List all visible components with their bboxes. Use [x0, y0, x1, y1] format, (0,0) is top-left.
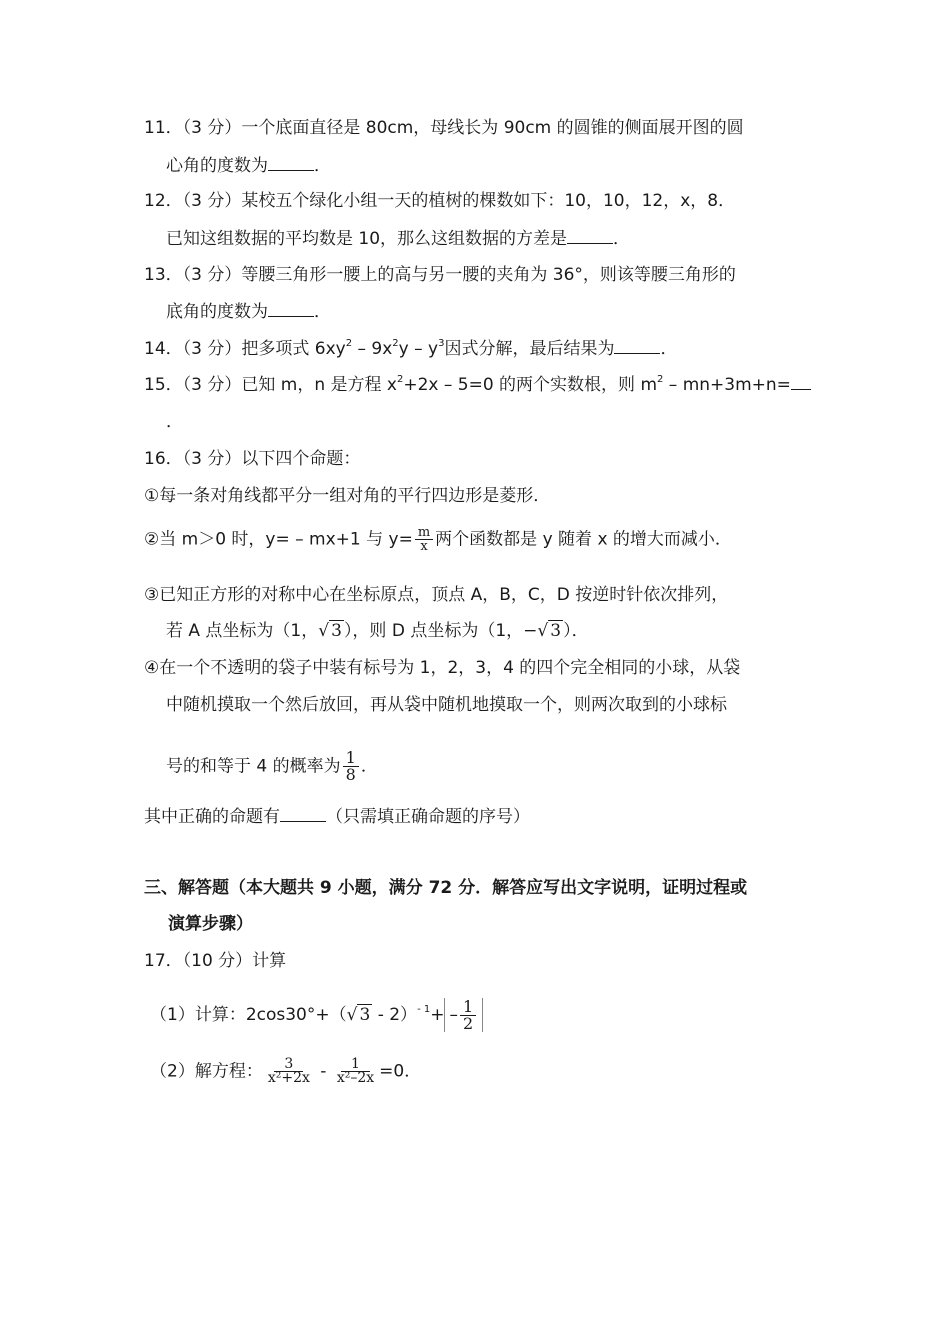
q15-post: – mn+3m+n=	[663, 375, 791, 395]
fraction-denominator: 8	[345, 765, 356, 784]
q16-p3-text-c: ）．	[563, 621, 589, 641]
sqrt-three-a: √ 3	[318, 621, 342, 641]
q12-answer-blank	[567, 227, 613, 244]
fraction-numerator: 1	[343, 750, 359, 767]
q16-p3-text-b: ），则 D 点坐标为（1，	[343, 621, 524, 641]
q13-answer-blank	[268, 300, 314, 317]
one-half-fraction	[460, 996, 476, 1033]
q16-proposition-4-line1: ④在一个不透明的袋子中装有标号为 1，2，3，4 的四个完全相同的小球，从袋	[144, 658, 741, 678]
q16-p3-text-a: 若 A 点坐标为（1，	[166, 621, 319, 641]
q16-p2-text: ②当 m＞0 时，y= – mx+1 与 y=	[144, 529, 413, 550]
q11-line1: 11．（3 分）一个底面直径是 80cm，母线长为 90cm 的圆锥的侧面展开图的圆	[144, 118, 744, 138]
q15-text: 15．（3 分）已知 m，n 是方程 x	[144, 375, 397, 395]
q11-end: ．	[314, 156, 331, 176]
q15-exp2: 2	[657, 374, 664, 385]
q14-post: 因式分解，最后结果为	[444, 339, 615, 359]
fraction-denominator: x²+2x	[267, 1070, 310, 1086]
q16-proposition-1: ①每一条对角线都平分一组对角的平行四边形是菱形．	[144, 486, 551, 506]
q11-line2	[166, 154, 331, 178]
q17-p1-text: （1）计算：2cos30°+（	[150, 1005, 347, 1025]
q13-line2	[166, 300, 331, 324]
q15-exp1: 2	[396, 374, 404, 385]
q15-line1	[144, 373, 811, 397]
q16-p4-text: 号的和等于 4 的概率为	[166, 756, 341, 777]
sqrt-radicand: 3	[359, 1005, 371, 1025]
q17-part-2	[150, 1058, 421, 1085]
fraction-1-over-x2-minus-2x	[334, 1058, 377, 1085]
q17-p1-exponent: - 1	[417, 1004, 431, 1015]
q12-text: 已知这组数据的平均数是 10，那么这组数据的方差是	[166, 229, 568, 249]
q11-answer-blank	[268, 154, 314, 171]
q13-end: ．	[314, 302, 331, 322]
fraction-denominator: x	[420, 539, 428, 554]
fraction-denominator: x²–2x	[336, 1070, 375, 1086]
q16-proposition-4-line2: 中随机摸取一个然后放回，再从袋中随机地摸取一个，则两次取到的小球标	[166, 695, 727, 715]
fraction-numerator: 1	[341, 1058, 370, 1072]
fraction-numerator: 1	[460, 999, 476, 1016]
q16-p2-post: 两个函数都是 y 随着 x 的增大而减小．	[435, 529, 732, 550]
fraction-3-over-x2-plus-2x	[265, 1058, 313, 1085]
q14-text: 14．（3 分）把多项式 6xy	[144, 339, 346, 359]
q16-p4-end: ．	[360, 756, 378, 777]
q14-line	[144, 337, 677, 361]
q15-mid: +2x – 5=0 的两个实数根，则 m	[403, 375, 658, 395]
q17-p2-minus: -	[314, 1061, 332, 1082]
neg-sqrt-three: −√ 3	[523, 621, 562, 641]
q14-exp1: 2	[345, 338, 353, 349]
fraction-numerator: m	[415, 526, 433, 540]
minus-sign: −	[523, 621, 538, 641]
q16-proposition-2	[144, 526, 732, 553]
fraction-denominator: 2	[462, 1013, 474, 1033]
q14-mid2: y – y	[398, 339, 439, 359]
q14-end: ．	[660, 339, 678, 359]
section-3-heading-line2: 演算步骤）	[168, 914, 253, 934]
q13-line1: 13．（3 分）等腰三角形一腰上的高与另一腰的夹角为 36°，则该等腰三角形的	[144, 265, 736, 285]
q12-line1: 12．（3 分）某校五个绿化小组一天的植树的棵数如下：10，10，12，x，8．	[144, 191, 736, 211]
q16-answer-text: 其中正确的命题有	[144, 807, 280, 827]
q17-p2-text: （2）解方程：	[150, 1061, 263, 1082]
q17-title: 17．（10 分）计算	[144, 951, 287, 971]
absolute-value	[444, 998, 483, 1032]
q12-line2	[166, 227, 630, 251]
q17-p1-mid: - 2）	[372, 1005, 418, 1025]
sqrt-radicand: 3	[331, 621, 342, 641]
section-3-heading-line1: 三、解答题（本大题共 9 小题，满分 72 分．解答应写出文字说明，证明过程或	[144, 878, 748, 898]
q14-answer-blank	[614, 337, 660, 354]
q16-proposition-3-line1: ③已知正方形的对称中心在坐标原点，顶点 A，B，C，D 按逆时针依次排列，	[144, 585, 729, 605]
q15-line2: ．	[166, 412, 183, 432]
m-over-x-fraction	[415, 526, 433, 553]
one-eighth-fraction	[343, 750, 359, 783]
q13-text: 底角的度数为	[166, 302, 268, 322]
q14-exp2: 2	[392, 338, 399, 349]
q14-mid1: – 9x	[352, 339, 393, 359]
sqrt-three: √ 3	[346, 1005, 371, 1025]
q17-part-1	[150, 998, 483, 1032]
q16-answer-note: （只需填正确命题的序号）	[326, 807, 530, 827]
q17-p1-plus: +	[430, 1005, 445, 1025]
q14-exp3: 3	[438, 338, 445, 349]
abs-minus: –	[449, 1005, 458, 1025]
q17-p2-end: =0．	[379, 1061, 422, 1082]
q16-answer-line	[144, 805, 530, 829]
q11-text: 心角的度数为	[166, 156, 268, 176]
q16-title: 16．（3 分）以下四个命题：	[144, 449, 361, 469]
q15-answer-blank	[791, 373, 811, 390]
q16-proposition-3-line2	[166, 619, 589, 643]
q12-end: ．	[613, 229, 631, 249]
fraction-numerator: 3	[274, 1058, 303, 1072]
q16-proposition-4-line3	[166, 750, 378, 783]
sqrt-radicand: 3	[550, 621, 562, 641]
q16-answer-blank	[280, 805, 326, 822]
